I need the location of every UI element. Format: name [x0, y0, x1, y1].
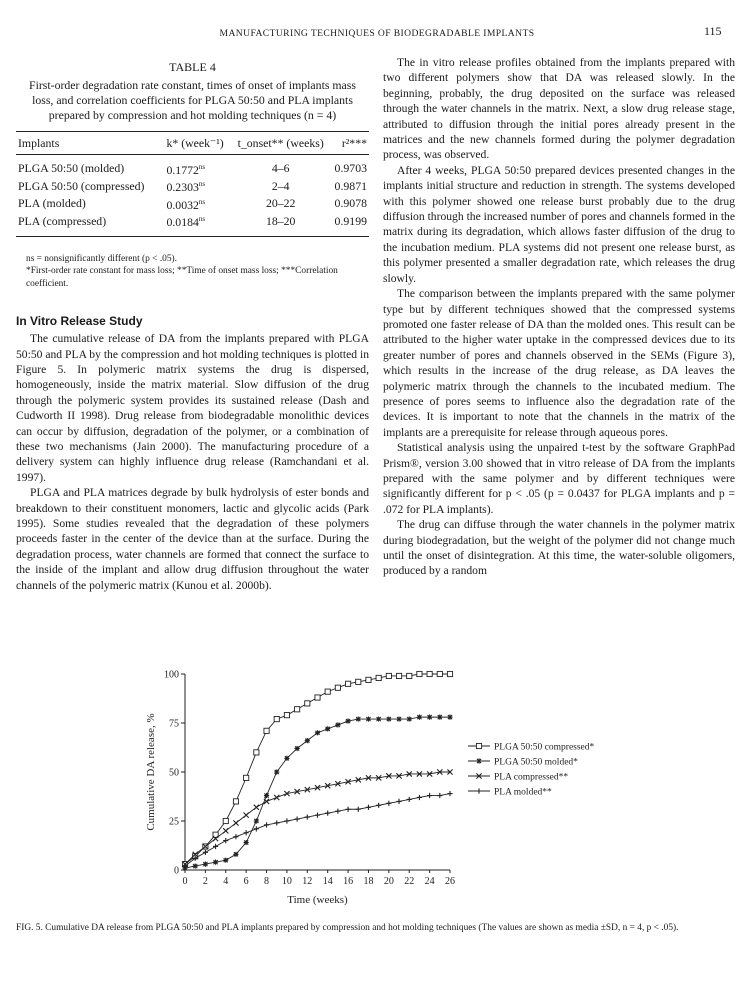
- data-point: [284, 818, 289, 823]
- figure-5: [140, 660, 610, 910]
- data-point: [264, 793, 269, 798]
- legend-entry: PLA molded**: [494, 787, 552, 798]
- y-tick-label: 50: [169, 767, 179, 779]
- table-caption: First-order degradation rate constant, times of onset of implants mass loss, and correlation coefficients for PLGA 50:50 and PLA implants prepared by compression and hot molding techniques (n = 4): [29, 78, 356, 122]
- legend-marker: [476, 788, 481, 793]
- y-tick-label: 100: [164, 669, 179, 681]
- table-header-row: [16, 132, 369, 154]
- data-point: [254, 818, 259, 823]
- data-point: [417, 715, 422, 720]
- cell-implant: PLGA 50:50 (compressed): [18, 178, 145, 193]
- data-point: [254, 805, 259, 810]
- cell-r2: 0.9078: [334, 196, 367, 211]
- x-tick-label: 12: [302, 876, 313, 887]
- data-point: [376, 716, 381, 721]
- data-point: [203, 862, 208, 867]
- x-tick-label: 22: [404, 876, 415, 887]
- data-point: [264, 728, 269, 733]
- data-point: [386, 716, 391, 721]
- right-column: [383, 55, 735, 579]
- x-tick-label: 18: [363, 876, 374, 887]
- x-tick-label: 0: [182, 876, 188, 887]
- x-axis-label: Time (weeks): [287, 894, 348, 906]
- cell-tonset: 4–6: [271, 161, 290, 176]
- data-point: [427, 671, 432, 676]
- data-point: [396, 799, 401, 804]
- data-point: [335, 809, 340, 814]
- cell-k-sup: ns: [198, 197, 206, 206]
- data-point: [407, 797, 412, 802]
- x-tick-label: 20: [383, 876, 394, 887]
- table-row: [16, 212, 369, 229]
- data-point: [437, 671, 442, 676]
- cell-k: 0.0184: [166, 215, 199, 230]
- data-point: [223, 838, 228, 843]
- cell-k: 0.0032: [166, 197, 199, 212]
- paragraph: The drug can diffuse through the water channels in the polymer matrix during biodegradation, but the weight of the polymer did not change much until the onset of disintegration. At this time, the water-soluble oligomers, produced by a random: [383, 518, 735, 578]
- cell-implant: PLGA 50:50 (molded): [18, 161, 125, 176]
- data-point: [244, 840, 249, 845]
- data-point: [203, 850, 208, 855]
- data-point: [213, 844, 218, 849]
- x-tick-label: 6: [243, 876, 249, 887]
- data-point: [325, 689, 330, 694]
- legend-entry: PLGA 50:50 compressed*: [494, 742, 595, 753]
- data-point: [244, 775, 249, 780]
- table-row: [16, 177, 369, 194]
- table-4: [16, 132, 369, 230]
- data-point: [396, 673, 401, 678]
- data-point: [233, 852, 238, 857]
- data-point: [233, 834, 238, 839]
- table-bottom-rule: [16, 236, 369, 237]
- y-tick-label: 0: [174, 865, 179, 877]
- data-point: [366, 805, 371, 810]
- cell-r2: 0.9703: [334, 161, 367, 176]
- x-tick-label: 16: [343, 876, 354, 887]
- data-point: [427, 715, 432, 720]
- col-header-k: k* (week⁻¹): [166, 136, 224, 150]
- cell-k: 0.1772: [166, 162, 199, 177]
- cell-implant: PLA (molded): [18, 196, 86, 211]
- data-point: [417, 671, 422, 676]
- cell-k-sup: ns: [198, 180, 206, 189]
- data-point: [274, 795, 279, 800]
- data-point: [264, 822, 269, 827]
- running-title: MANUFACTURING TECHNIQUES OF BIODEGRADABLE IMPLANTS: [219, 28, 535, 39]
- data-point: [386, 801, 391, 806]
- data-point: [376, 675, 381, 680]
- paragraph: The cumulative release of DA from the implants prepared with PLGA 50:50 and PLA by the compression and hot molding techniques is plotted in Figure 5. In polymeric matrix systems the drug is dispersed, homogeneously, inside the matrix material. Slow diffusion of the drug through the polymeric system provides its sustained release (Dash and Cudworth II 1998). Drug release from biodegradable monolithic devices can occur by diffusion, degradation of the polymer, or a combination of these two mechanisms (Jain 2000). The manufacturing procedure of a delivery system can highly influence drug release (Ramchandani et al. 1997).: [16, 332, 369, 484]
- page-number: 115: [704, 24, 722, 38]
- data-point: [407, 673, 412, 678]
- data-point: [264, 799, 269, 804]
- data-point: [447, 671, 452, 676]
- cell-r2: 0.9871: [334, 178, 367, 193]
- data-point: [295, 816, 300, 821]
- data-point: [325, 726, 330, 731]
- table-header-rule: [16, 154, 369, 155]
- data-point: [366, 716, 371, 721]
- data-point: [223, 818, 228, 823]
- data-point: [345, 718, 350, 723]
- cell-k-sup: ns: [198, 163, 206, 171]
- table-note: *First-order rate constant for mass loss; **Time of onset mass loss; ***Correlation coefficient.: [26, 266, 338, 289]
- data-point: [233, 820, 238, 825]
- data-point: [305, 814, 310, 819]
- data-point: [274, 820, 279, 825]
- table-notes: [16, 253, 369, 291]
- data-point: [417, 795, 422, 800]
- data-point: [427, 793, 432, 798]
- data-point: [284, 756, 289, 761]
- x-tick-label: 2: [202, 876, 208, 887]
- cell-implant: PLA (compressed): [18, 213, 107, 228]
- series-line: [185, 674, 450, 864]
- cell-tonset: 2–4: [271, 178, 290, 193]
- data-point: [254, 750, 259, 755]
- release-chart: [140, 660, 610, 910]
- data-point: [213, 860, 218, 865]
- legend-entry: PLGA 50:50 molded*: [494, 757, 578, 768]
- data-point: [345, 681, 350, 686]
- x-tick-label: 26: [445, 876, 455, 887]
- data-point: [233, 799, 238, 804]
- y-tick-label: 75: [169, 718, 179, 730]
- data-point: [274, 769, 279, 774]
- x-tick-label: 14: [322, 876, 333, 887]
- cell-tonset: 18–20: [265, 213, 296, 228]
- col-header-tonset: t_onset** (weeks): [237, 136, 324, 150]
- section-heading: In Vitro Release Study: [16, 314, 143, 329]
- data-point: [244, 830, 249, 835]
- data-point: [305, 738, 310, 743]
- y-axis-label: Cumulative DA release, %: [145, 713, 157, 831]
- data-point: [345, 807, 350, 812]
- legend-entry: PLA compressed**: [494, 772, 569, 783]
- data-point: [356, 716, 361, 721]
- table-note: ns = nonsignificantly different (p < .05).: [26, 253, 177, 264]
- data-point: [244, 813, 249, 818]
- y-tick-label: 25: [169, 816, 179, 828]
- data-point: [437, 715, 442, 720]
- data-point: [447, 791, 452, 796]
- cell-k: 0.2303: [166, 180, 199, 195]
- data-point: [295, 707, 300, 712]
- paragraph: Statistical analysis using the unpaired t-test by the software GraphPad Prism®, version 3.00 showed that in vitro release of DA from the implants prepared with the same polymer and by different techniques were significantly different for p < .05 (p = 0.0437 for PLGA implants and p = .072 for PLA implants).: [383, 441, 735, 516]
- data-point: [193, 863, 198, 868]
- data-point: [386, 673, 391, 678]
- data-point: [223, 858, 228, 863]
- x-tick-label: 8: [264, 876, 270, 887]
- data-point: [315, 695, 320, 700]
- col-header-r2: r²***: [341, 136, 367, 150]
- paragraph: After 4 weeks, PLGA 50:50 prepared devices presented changes in the implants initial structure and reduction in strength. The systems developed with this polymer showed one release burst probably due to the drug diffusion through the increased number of pores and channels formed in the matrix during its degradation, which allows faster diffusion of the drug to the incubation medium. PLA systems did not present one release burst, as this polymer presented a smaller degradation rate, which releases the drug slowly.: [383, 163, 735, 285]
- data-point: [284, 713, 289, 718]
- x-tick-label: 24: [424, 876, 435, 887]
- paragraph: PLGA and PLA matrices degrade by bulk hydrolysis of ester bonds and breakdown to their constituent monomers, lactic and glycolic acids (Park 1995). Some studies revealed that the degradation of these polymers proceeds faster in the center of the device than at the surface. During the degradation process, water channels are formed that connect the surface to the inside of the implant and allow drug diffusion throughout the water channels of the polymeric matrix (Kunou et al. 2000b).: [16, 486, 369, 592]
- series-line: [185, 717, 450, 868]
- table-row: [16, 195, 369, 212]
- left-column: [16, 60, 369, 593]
- data-point: [407, 716, 412, 721]
- data-point: [305, 701, 310, 706]
- cell-r2: 0.9199: [334, 213, 367, 228]
- paragraph: The in vitro release profiles obtained from the implants prepared with two different polymers show that DA was released slowly. In the beginning, probably, the drug deposited on the surface was released through the water channels in the matrix. Next, a slow drug release stage, attributed to diffusion through the initial pores already present in the matrices and the new channels formed during the polymer degradation process, was observed.: [383, 56, 735, 162]
- figure-caption: FIG. 5. Cumulative DA release from PLGA 50:50 and PLA implants prepared by compression and hot molding techniques (The values are shown as media ±SD, n = 4, p < .05).: [16, 923, 679, 933]
- data-point: [356, 679, 361, 684]
- data-point: [437, 793, 442, 798]
- legend-marker: [476, 743, 481, 748]
- cell-tonset: 20–22: [265, 196, 296, 211]
- table-row: [16, 160, 369, 177]
- table-title: TABLE 4: [169, 60, 216, 74]
- cell-k-sup: ns: [198, 215, 206, 224]
- data-point: [295, 746, 300, 751]
- data-point: [376, 803, 381, 808]
- col-header-implants: Implants: [18, 136, 60, 150]
- x-tick-label: 4: [223, 876, 229, 887]
- legend-marker: [476, 758, 481, 763]
- x-tick-label: 10: [281, 876, 292, 887]
- data-point: [335, 685, 340, 690]
- data-point: [315, 813, 320, 818]
- paragraph: The comparison between the implants prepared with the same polymer type but by different techniques showed that the compressed systems promoted one faster release of DA than the molded ones. This result can be attributed to the higher water uptake in the compressed devices due to its greater number of pores and channels observed in the SEMs (Figure 3), which results in the increase of the drug release, as DA leaves the polymeric matrix through the channels to the incubated medium. The presence of pores seems to influence also the degradation rate of the devices. It is important to note that the channels in the matrix of the implants are a prerequisite for release through aqueous pores.: [383, 287, 735, 439]
- data-point: [447, 715, 452, 720]
- data-point: [335, 722, 340, 727]
- data-point: [356, 807, 361, 812]
- data-point: [315, 730, 320, 735]
- data-point: [223, 828, 228, 833]
- data-point: [396, 716, 401, 721]
- data-point: [254, 826, 259, 831]
- data-point: [366, 677, 371, 682]
- data-point: [274, 716, 279, 721]
- data-point: [325, 811, 330, 816]
